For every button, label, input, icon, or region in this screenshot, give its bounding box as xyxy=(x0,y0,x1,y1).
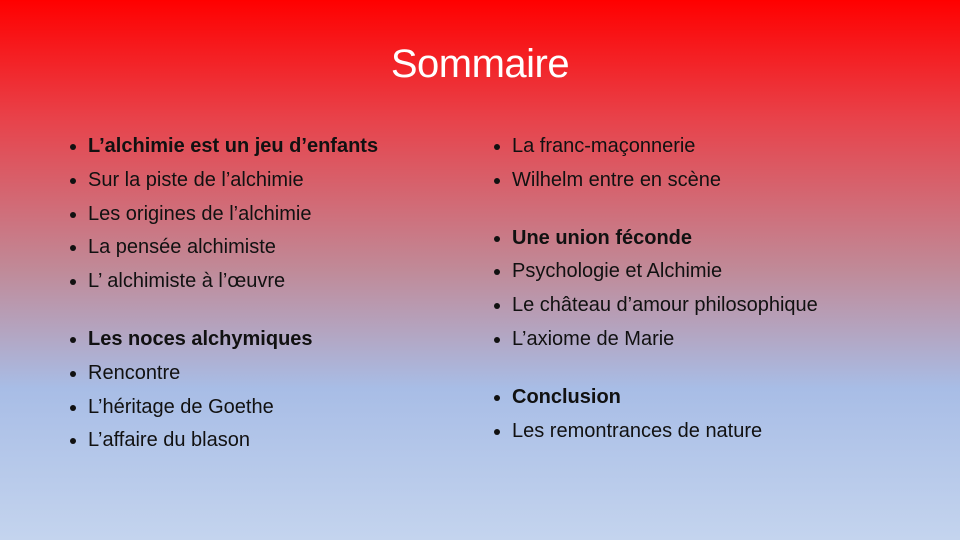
toc-item-label: L’héritage de Goethe xyxy=(88,395,274,418)
bullet-icon xyxy=(70,144,76,150)
toc-item-label: La franc-maçonnerie xyxy=(512,135,696,157)
toc-section-heading xyxy=(70,323,460,357)
toc-left-column xyxy=(70,130,460,458)
toc-item xyxy=(494,415,944,449)
bullet-icon xyxy=(494,395,500,401)
toc-item-label: Sur la piste de l’alchimie xyxy=(88,168,304,191)
bullet-icon xyxy=(494,429,500,435)
toc-item-label: L’ alchimiste à l’œuvre xyxy=(88,270,286,293)
toc-item xyxy=(70,265,460,299)
bullet-icon xyxy=(494,178,500,184)
bullet-icon xyxy=(70,212,76,218)
toc-item xyxy=(70,198,460,232)
bullet-icon xyxy=(70,279,76,285)
bullet-icon xyxy=(70,245,76,251)
toc-item-label: Les remontrances de nature xyxy=(512,419,763,442)
toc-item xyxy=(494,164,944,198)
toc-item-label: Conclusion xyxy=(512,385,621,408)
toc-section xyxy=(70,130,460,299)
bullet-icon xyxy=(70,438,76,444)
bullet-icon xyxy=(494,236,500,242)
toc-item-label: Rencontre xyxy=(88,361,181,384)
toc-item xyxy=(70,391,460,425)
toc-item xyxy=(494,323,944,357)
bullet-icon xyxy=(494,144,500,150)
toc-item-label: Une union féconde xyxy=(512,226,692,249)
toc-item xyxy=(70,357,460,391)
toc-item xyxy=(494,289,944,323)
toc-item xyxy=(70,231,460,265)
toc-item-label: Wilhelm entre en scène xyxy=(512,168,721,191)
bullet-icon xyxy=(70,178,76,184)
toc-item-label: L’affaire du blason xyxy=(88,429,250,452)
toc-section xyxy=(494,381,944,449)
toc-section xyxy=(494,222,944,357)
toc-right-column xyxy=(494,130,944,448)
toc-section-heading xyxy=(494,222,944,256)
toc-item-label: L’axiome de Marie xyxy=(512,327,675,350)
toc-item xyxy=(494,130,944,164)
toc-section-heading xyxy=(494,381,944,415)
bullet-icon xyxy=(494,337,500,343)
toc-item-label: L’alchimie est un jeu d’enfants xyxy=(88,135,379,157)
toc-section xyxy=(494,130,944,198)
toc-item xyxy=(70,164,460,198)
bullet-icon xyxy=(70,371,76,377)
bullet-icon xyxy=(70,337,76,343)
bullet-icon xyxy=(494,303,500,309)
toc-item-label: Les noces alchymiques xyxy=(88,327,313,350)
bullet-icon xyxy=(494,269,500,275)
bullet-icon xyxy=(70,405,76,411)
toc-section-heading xyxy=(70,130,460,164)
toc-item-label: Le château d’amour philosophique xyxy=(512,294,818,317)
toc-item-label: Les origines de l’alchimie xyxy=(88,202,312,225)
toc-item-label: La pensée alchimiste xyxy=(88,236,276,259)
toc-item-label: Psychologie et Alchimie xyxy=(512,260,723,283)
toc-item xyxy=(494,255,944,289)
slide-title: Sommaire xyxy=(390,42,570,86)
toc-item xyxy=(70,424,460,458)
toc-section xyxy=(70,323,460,458)
